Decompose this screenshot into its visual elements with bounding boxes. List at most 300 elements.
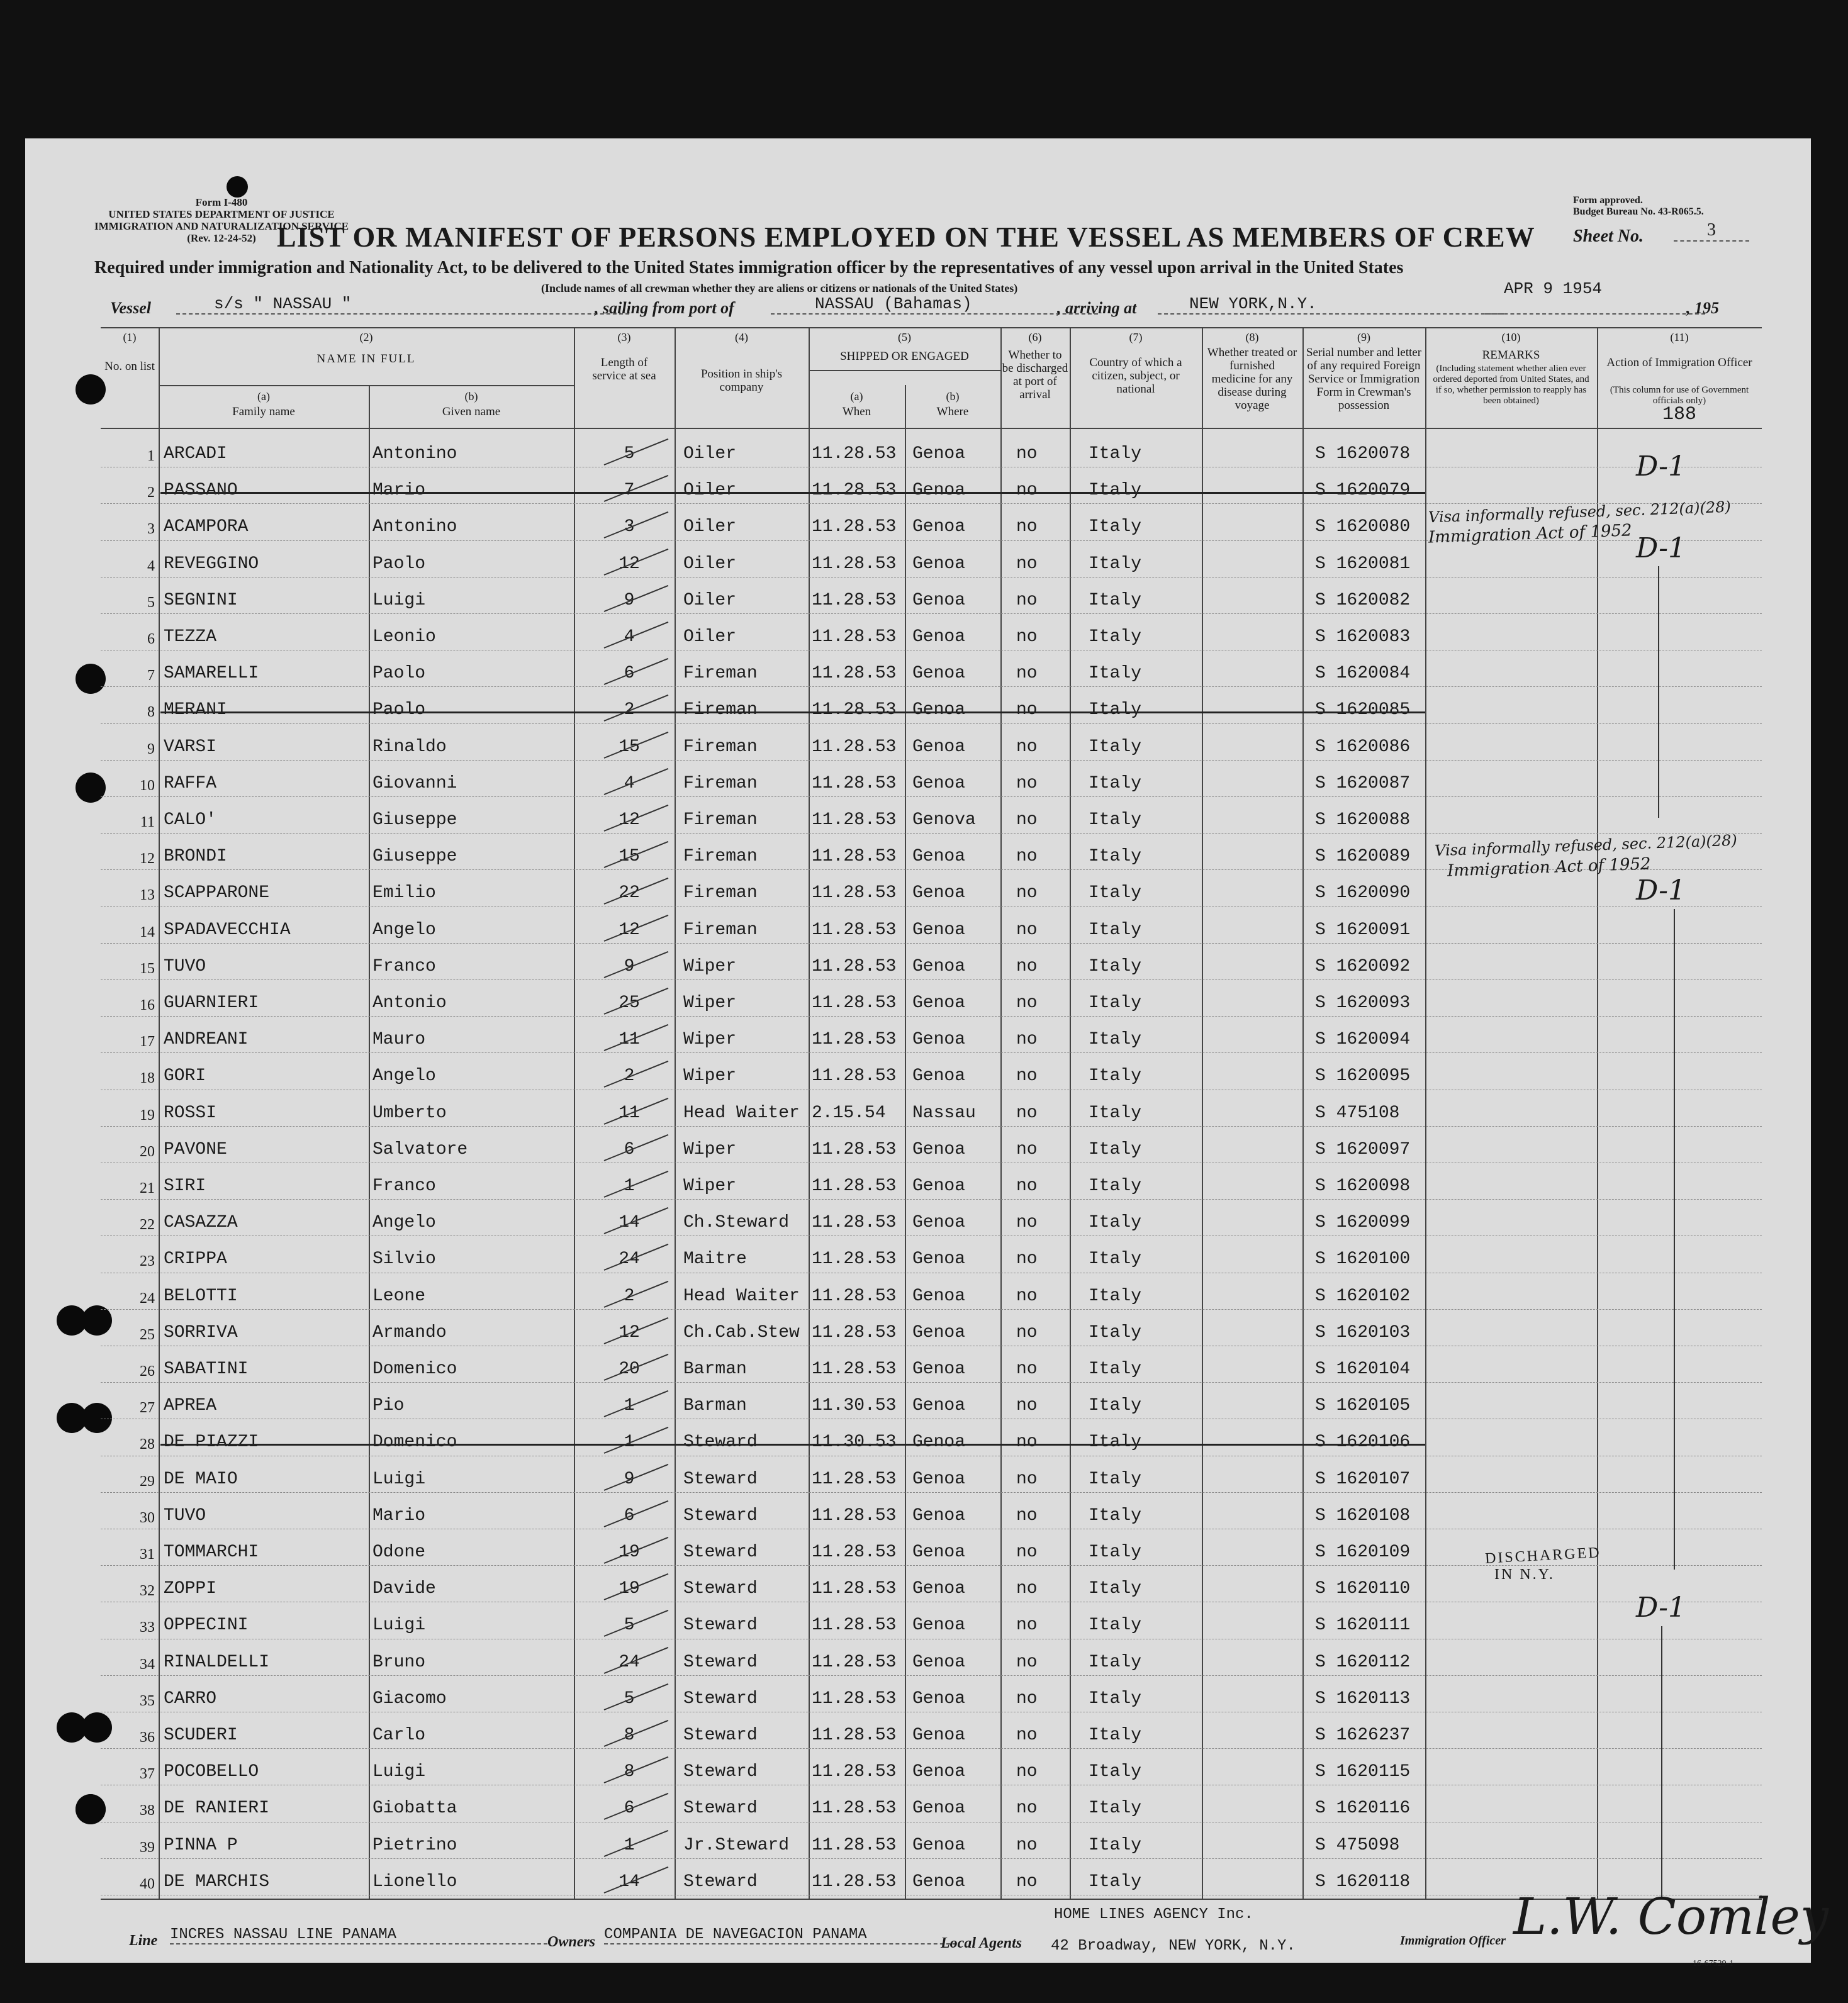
cell-position: Steward [683,1688,758,1709]
cell-where: Genoa [912,1615,966,1636]
cell-when: 11.28.53 [812,1579,897,1599]
cell-position: Oiler [683,517,737,537]
cell-given: Antonino [372,517,457,537]
cell-position: Steward [683,1872,758,1892]
cell-serial: S 475108 [1315,1103,1400,1123]
cell-given: Antonio [372,993,447,1013]
cell-length: 5 [624,444,635,464]
cell-country: Italy [1089,1652,1142,1672]
cell-when: 11.28.53 [812,1469,897,1489]
cell-country: Italy [1089,1799,1142,1819]
remark-row-28-line1: DISCHARGED [1484,1544,1602,1567]
cell-serial: S 1620105 [1315,1396,1411,1416]
cell-when: 11.28.53 [812,1066,897,1086]
cell-serial: S 1620079 [1315,481,1411,501]
cell-family: ACAMPORA [164,517,249,537]
cell-length: 1 [624,1396,635,1416]
cell-where: Genoa [912,481,966,501]
table-row [101,1204,1425,1241]
col11-number: (11) [1670,331,1689,343]
cell-position: Wiper [683,1139,737,1159]
cell-position: Wiper [683,1066,737,1086]
cell-no: 20 [140,1143,155,1160]
cell-position: Fireman [683,883,758,903]
table-row [101,1021,1425,1057]
cell-where: Genoa [912,700,966,720]
action-mark-d1: D-1 [1636,450,1686,483]
cell-position: Steward [683,1726,758,1745]
cell-where: Genoa [912,847,966,867]
cell-serial: S 1620106 [1315,1432,1411,1453]
cell-family: POCOBELLO [164,1762,259,1782]
table-row [101,1680,1425,1717]
cell-position: Wiper [683,993,737,1013]
cell-family: RAFFA [164,773,217,793]
name-subheader-line [159,385,574,386]
cell-where: Genoa [912,1835,966,1855]
cell-family: SIRI [164,1176,206,1196]
cell-given: Bruno [372,1652,426,1672]
col-divider [1425,327,1426,1900]
cell-given: Angelo [372,1066,436,1086]
col3-number: (3) [617,331,631,343]
cell-discharged: no [1016,773,1038,793]
cell-serial: S 1620088 [1315,810,1411,830]
cell-when: 11.28.53 [812,737,897,757]
manifest-sheet [25,138,1829,1968]
cell-country: Italy [1089,554,1142,574]
cell-given: Giacomo [372,1688,447,1709]
cell-country: Italy [1089,810,1142,830]
cell-country: Italy [1089,627,1142,647]
cell-given: Luigi [372,1762,426,1782]
cell-country: Italy [1089,444,1142,464]
col10-label: REMARKS [1482,349,1540,362]
cell-family: VARSI [164,737,217,757]
cell-when: 11.28.53 [812,1726,897,1745]
cell-length: 1 [624,1835,635,1855]
cell-position: Wiper [683,956,737,976]
table-row [101,1387,1425,1424]
cell-serial: S 1620085 [1315,700,1411,720]
col10-number: (10) [1501,331,1521,343]
cell-family: PAVONE [164,1139,227,1159]
cell-no: 3 [147,521,155,538]
cell-serial: S 1620080 [1315,517,1411,537]
cell-when: 11.28.53 [812,664,897,684]
cell-family: GUARNIERI [164,993,259,1013]
table-row [101,1424,1425,1460]
cell-where: Genoa [912,1652,966,1672]
cell-given: Umberto [372,1103,447,1123]
arrival-date-stamp: APR 9 1954 [1504,279,1603,298]
cell-where: Genoa [912,1872,966,1892]
cell-family: CRIPPA [164,1249,227,1269]
cell-when: 11.28.53 [812,920,897,940]
cell-where: Genoa [912,627,966,647]
cell-where: Genoa [912,517,966,537]
department: UNITED STATES DEPARTMENT OF JUSTICE [108,208,335,220]
cell-family: SAMARELLI [164,664,259,684]
cell-position: Fireman [683,773,758,793]
action-mark-d1: D-1 [1636,874,1686,907]
approved-text: Form approved. [1573,195,1643,206]
date-line [1485,294,1705,315]
cell-discharged: no [1016,810,1038,830]
cell-discharged: no [1016,1249,1038,1269]
cell-country: Italy [1089,1505,1142,1526]
cell-discharged: no [1016,481,1038,501]
cell-where: Genoa [912,1799,966,1819]
col-divider [1597,327,1598,1900]
cell-discharged: no [1016,920,1038,940]
cell-length: 6 [624,1799,635,1819]
cell-no: 39 [140,1839,155,1856]
approval-note [1573,195,1704,218]
cell-no: 9 [147,740,155,757]
cell-position: Steward [683,1579,758,1599]
cell-discharged: no [1016,1359,1038,1379]
cell-when: 11.28.53 [812,993,897,1013]
cell-discharged: no [1016,1688,1038,1709]
remark-row-28-line2: IN N.Y. [1494,1566,1555,1583]
cell-length: 12 [619,1322,640,1342]
cell-discharged: no [1016,1139,1038,1159]
cell-when: 11.28.53 [812,1652,897,1672]
cell-family: SORRIVA [164,1322,238,1342]
cell-where: Genoa [912,1579,966,1599]
cell-country: Italy [1089,993,1142,1013]
table-row [101,1095,1425,1131]
cell-length: 1 [624,1432,635,1453]
cell-no: 22 [140,1217,155,1234]
cell-family: SCAPPARONE [164,883,270,903]
table-row [101,1131,1425,1168]
cell-where: Genoa [912,1762,966,1782]
col6-label: Whether to be discharged at port of arrival [1002,349,1068,401]
cell-position: Steward [683,1615,758,1636]
cell-country: Italy [1089,1432,1142,1453]
cell-family: TUVO [164,1505,206,1526]
cell-no: 21 [140,1180,155,1197]
table-row [101,765,1425,801]
cell-given: Rinaldo [372,737,447,757]
cell-length: 3 [624,517,635,537]
cell-country: Italy [1089,1176,1142,1196]
cell-no: 26 [140,1363,155,1380]
cell-when: 11.28.53 [812,1249,897,1269]
cell-where: Genoa [912,1249,966,1269]
cell-no: 24 [140,1290,155,1307]
cell-given: Giuseppe [372,847,457,867]
cell-no: 1 [147,448,155,464]
cell-serial: S 1620086 [1315,737,1411,757]
cell-where: Genoa [912,554,966,574]
cell-country: Italy [1089,1726,1142,1745]
cell-position: Steward [683,1505,758,1526]
table-row [101,508,1425,545]
cell-country: Italy [1089,1469,1142,1489]
cell-family: DE MARCHIS [164,1872,270,1892]
cell-no: 8 [147,704,155,721]
cell-position: Ch.Steward [683,1213,790,1233]
cell-given: Emilio [372,883,436,903]
cell-given: Paolo [372,700,426,720]
cell-family: CARRO [164,1688,217,1709]
cell-length: 7 [624,481,635,501]
cell-serial: S 1620084 [1315,664,1411,684]
table-row [101,1790,1425,1826]
cell-when: 11.28.53 [812,1359,897,1379]
cell-length: 4 [624,627,635,647]
col7-label: Country of which a citizen, subject, or national [1089,356,1182,396]
col1-number: (1) [123,331,137,343]
col2b-label: Given name [442,405,501,418]
table-row [101,1534,1425,1570]
col4-number: (4) [735,331,748,343]
col8-number: (8) [1245,331,1259,343]
cell-given: Salvatore [372,1139,468,1159]
cell-where: Genoa [912,956,966,976]
strikethrough-line [160,711,1425,713]
cell-where: Genoa [912,664,966,684]
cell-given: Domenico [372,1359,457,1379]
cell-serial: S 1620090 [1315,883,1411,903]
cell-discharged: no [1016,700,1038,720]
col2b-number: (b) [464,390,478,403]
table-row [101,912,1425,948]
cell-given: Angelo [372,1213,436,1233]
cell-given: Luigi [372,1615,426,1636]
cell-family: APREA [164,1396,217,1416]
table-row [101,801,1425,838]
cell-no: 7 [147,667,155,684]
cell-position: Barman [683,1359,747,1379]
cell-discharged: no [1016,956,1038,976]
cell-country: Italy [1089,517,1142,537]
cell-no: 17 [140,1034,155,1051]
cell-when: 11.30.53 [812,1396,897,1416]
cell-country: Italy [1089,1762,1142,1782]
col5-label: SHIPPED OR ENGAGED [840,350,969,363]
cell-discharged: no [1016,1835,1038,1855]
cell-serial: S 1620108 [1315,1505,1411,1526]
vessel-label: Vessel [110,299,151,317]
sheet-number: 3 [1674,220,1749,242]
cell-no: 32 [140,1583,155,1600]
table-row [101,1607,1425,1643]
cell-serial: S 1620110 [1315,1579,1411,1599]
table-row [101,1241,1425,1277]
cell-when: 11.28.53 [812,590,897,610]
cell-given: Franco [372,1176,436,1196]
cell-position: Fireman [683,920,758,940]
col5-number: (5) [898,331,911,343]
cell-no: 37 [140,1766,155,1783]
cell-length: 14 [619,1213,640,1233]
cell-given: Franco [372,956,436,976]
cell-discharged: no [1016,1396,1038,1416]
cell-length: 11 [619,1030,640,1050]
cell-length: 15 [619,737,640,757]
cell-serial: S 1620102 [1315,1286,1411,1306]
cell-when: 11.28.53 [812,1286,897,1306]
cell-no: 13 [140,887,155,904]
cell-discharged: no [1016,1872,1038,1892]
cell-length: 15 [619,847,640,867]
form-number: Form I-480 [195,196,248,208]
cell-position: Head Waiter [683,1103,800,1123]
cell-family: BELOTTI [164,1286,238,1306]
cell-length: 6 [624,1139,635,1159]
cell-no: 14 [140,923,155,940]
cell-country: Italy [1089,1139,1142,1159]
cell-no: 16 [140,997,155,1013]
departure-port: NASSAU (Bahamas) [771,294,1098,315]
cell-country: Italy [1089,1249,1142,1269]
cell-given: Angelo [372,920,436,940]
cell-length: 20 [619,1359,640,1379]
cell-length: 22 [619,883,640,903]
cell-given: Mario [372,1505,426,1526]
cell-where: Genoa [912,1726,966,1745]
cell-given: Domenico [372,1432,457,1453]
owners-label: Owners [547,1934,596,1950]
cell-length: 5 [624,1615,635,1636]
cell-discharged: no [1016,1322,1038,1342]
cell-country: Italy [1089,1835,1142,1855]
cell-serial: S 1620097 [1315,1139,1411,1159]
action-count-note: 188 [1662,404,1696,425]
cell-where: Genoa [912,1396,966,1416]
col2a-number: (a) [257,390,270,403]
cell-given: Leonio [372,627,436,647]
cell-when: 11.28.53 [812,1176,897,1196]
col10-sublabel: (Including statement whether alien ever ordered deported from United States, and if so, whether permission to reapply has been obtained) [1433,364,1589,406]
cell-serial: S 1620118 [1315,1872,1411,1892]
table-row [101,472,1425,508]
col5a-label: When [842,405,871,418]
cell-country: Italy [1089,1396,1142,1416]
officer-signature: L.W. Comley [1513,1887,1829,1946]
action-bracket-line [1658,566,1659,818]
cell-when: 11.28.53 [812,1835,897,1855]
table-row [101,435,1425,472]
cell-discharged: no [1016,1103,1038,1123]
cell-position: Oiler [683,627,737,647]
table-row [101,655,1425,691]
cell-length: 2 [624,700,635,720]
cell-discharged: no [1016,1213,1038,1233]
cell-when: 11.28.53 [812,554,897,574]
table-row [101,728,1425,765]
table-row [101,1168,1425,1204]
cell-discharged: no [1016,737,1038,757]
cell-family: OPPECINI [164,1615,249,1636]
cell-given: Giobatta [372,1799,457,1819]
cell-serial: S 1620099 [1315,1213,1411,1233]
col7-number: (7) [1129,331,1143,343]
cell-family: TOMMARCHI [164,1543,259,1562]
cell-family: GORI [164,1066,206,1086]
cell-no: 25 [140,1326,155,1343]
cell-position: Maitre [683,1249,747,1269]
cell-position: Oiler [683,590,737,610]
cell-serial: S 1620107 [1315,1469,1411,1489]
cell-no: 40 [140,1875,155,1892]
cell-where: Genoa [912,773,966,793]
cell-when: 11.28.53 [812,1505,897,1526]
cell-discharged: no [1016,664,1038,684]
cell-discharged: no [1016,1505,1038,1526]
cell-position: Steward [683,1432,758,1453]
cell-given: Silvio [372,1249,436,1269]
cell-country: Italy [1089,700,1142,720]
cell-where: Genoa [912,883,966,903]
cell-no: 12 [140,851,155,868]
cell-country: Italy [1089,1286,1142,1306]
cell-no: 2 [147,484,155,501]
cell-serial: S 1620111 [1315,1615,1411,1636]
remark-row-8-line1: Visa informally refused, sec. 212(a)(28) [1434,831,1738,860]
cell-family: DE PIAZZI [164,1432,259,1453]
table-row [101,1461,1425,1497]
punch-hole [227,176,248,198]
cell-when: 11.28.53 [812,627,897,647]
cell-when: 11.28.53 [812,773,897,793]
officer-label: Immigration Officer [1400,1934,1506,1948]
cell-family: MERANI [164,700,227,720]
cell-length: 24 [619,1652,640,1672]
table-row [101,1057,1425,1094]
cell-when: 11.28.53 [812,1213,897,1233]
cell-discharged: no [1016,1066,1038,1086]
cell-serial: S 1620100 [1315,1249,1411,1269]
cell-discharged: no [1016,444,1038,464]
cell-no: 28 [140,1436,155,1453]
table-row [101,838,1425,874]
cell-country: Italy [1089,1103,1142,1123]
cell-length: 14 [619,1872,640,1892]
cell-where: Genova [912,810,976,830]
cell-discharged: no [1016,590,1038,610]
cell-where: Genoa [912,444,966,464]
cell-country: Italy [1089,1213,1142,1233]
col8-label: Whether treated or furnished medicine for any disease during voyage [1207,346,1297,412]
cell-no: 19 [140,1107,155,1124]
strikethrough-line [160,492,1425,494]
cell-given: Giovanni [372,773,457,793]
cell-discharged: no [1016,1762,1038,1782]
cell-where: Genoa [912,1213,966,1233]
cell-given: Mario [372,481,426,501]
cell-discharged: no [1016,1030,1038,1050]
cell-no: 15 [140,960,155,977]
cell-position: Fireman [683,664,758,684]
col2a-label: Family name [232,405,295,418]
cell-country: Italy [1089,481,1142,501]
cell-no: 38 [140,1802,155,1819]
cell-country: Italy [1089,1543,1142,1562]
cell-where: Genoa [912,993,966,1013]
cell-position: Fireman [683,700,758,720]
cell-no: 5 [147,594,155,611]
table-row [101,618,1425,655]
cell-serial: S 1620092 [1315,956,1411,976]
cell-family: SEGNINI [164,590,238,610]
arrival-port: NEW YORK,N.Y. [1158,294,1504,315]
remark-row-8-line2: Immigration Act of 1952 [1447,854,1652,881]
